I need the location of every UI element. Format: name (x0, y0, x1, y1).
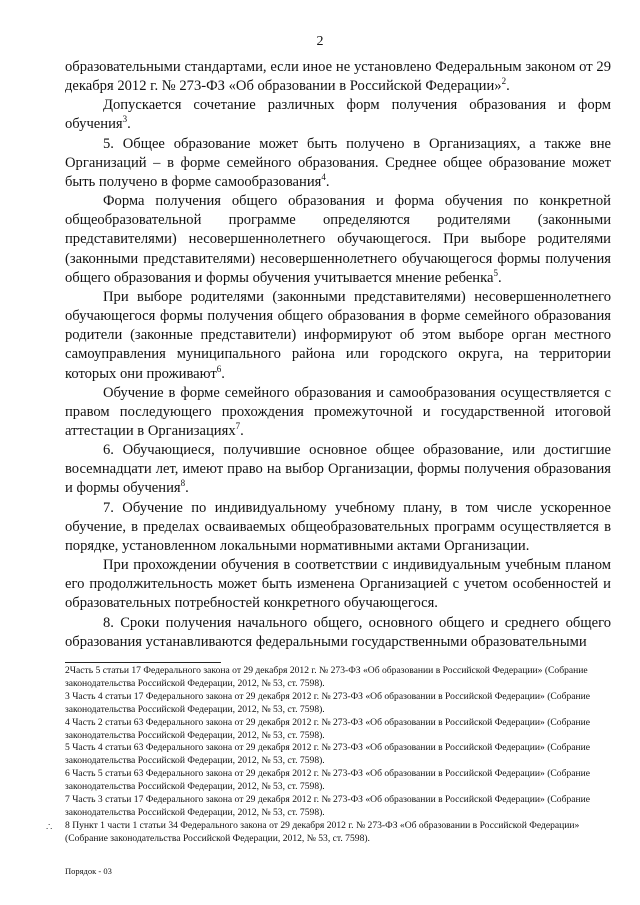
footnote-ref: 6 (216, 363, 222, 374)
footnote: 5 Часть 4 статьи 63 Федерального закона от 29 декабря 2012 г. № 273-ФЗ «Об образовании в Российской Федерации» (Собрание законодательства Российской Федерации, 2012, № 53, ст. 7598). (65, 742, 591, 767)
paragraph: 6. Обучающиеся, получившие основное общее образование, или достигшие восемнадцати лет, имеют право на выбор Организации, формы получения образования и формы обучения$^8$. (65, 442, 611, 497)
footnote: 7 Часть 3 статьи 17 Федерального закона от 29 декабря 2012 г. № 273-ФЗ «Об образовании в Российской Федерации» (Собрание законодательства Российской Федерации, 2012, № 53, ст. 7598). (65, 794, 591, 818)
footnote-ref: 5 (493, 267, 498, 278)
paragraph: Допускается сочетание различных форм получения образования и форм обучения$^3$. (65, 97, 611, 133)
footnote-separator (65, 662, 221, 663)
footnote-ref: 4 (321, 172, 326, 183)
footnote: 2Часть 5 статьи 17 Федерального закона от 29 декабря 2012 г. № 273-ФЗ «Об образовании в Российской Федерации» (Собрание законодательства Российской Федерации, 2012, № 53, ст. 7598). (65, 665, 588, 689)
document-code: Порядок - 03 (65, 866, 112, 876)
paragraph: Форма получения общего образования и форма обучения по конкретной общеобразовательной программе определяются родителями (законными представителями) несовершеннолетнего обучающегося. При выборе родителями (законными представителями) несовершеннолетнего обучающегося формы получения общего образования и формы обучения учитывается мнение ребенка$^5$. (65, 193, 611, 286)
footnote-ref: 8 (180, 478, 186, 489)
footnote-ref: 7 (235, 421, 241, 432)
paragraph: При прохождении обучения в соответствии с индивидуальным учебным планом его продолжительность может быть изменена Организацией с учетом особенностей и образовательных потребностей конкретного обучающегося. (65, 557, 611, 612)
footnote: 3 Часть 4 статьи 17 Федерального закона от 29 декабря 2012 г. № 273-ФЗ «Об образовании в Российской Федерации» (Собрание законодательства Российской Федерации, 2012, № 53, ст. 7598). (65, 690, 591, 715)
margin-mark: ∴ (46, 822, 53, 833)
main-text (65, 58, 611, 652)
paragraph: образовательными стандартами, если иное не установлено Федеральным законом от 29 декабря 2012 г. № 273-ФЗ «Об образовании в Российской Федерации»$^2$. (65, 59, 611, 95)
footnote-ref: 2 (501, 76, 507, 87)
paragraph: 5. Общее образование может быть получено в Организациях, а также вне Организаций – в форме семейного образования. Среднее общее образование может быть получено в форме самообразования$^4$. (65, 135, 611, 190)
footnotes (65, 665, 613, 846)
footnote: 6 Часть 5 статьи 63 Федерального закона от 29 декабря 2012 г. № 273-ФЗ «Об образовании в Российской Федерации» (Собрание законодательства Российской Федерации, 2012, № 53, ст. 7598). (65, 768, 591, 793)
page-number: 2 (316, 34, 324, 49)
paragraph: 8. Сроки получения начального общего, основного общего и среднего общего образования устанавливаются федеральными государственными образовательными (65, 614, 611, 650)
footnote-ref: 3 (122, 114, 128, 125)
paragraph: 7. Обучение по индивидуальному учебному плану, в том числе ускоренное обучение, в пределах осваиваемых общеобразовательных программ осуществляется в порядке, установленном локальными нормативными актами Организации. (65, 499, 611, 554)
paragraph: При выборе родителями (законными представителями) несовершеннолетнего обучающегося формы получения общего образования в форме семейного образования родители (законные представители) информируют об этом выборе орган местного самоуправления муниципального района или городского округа, на территории которых они проживают$^6$. (65, 288, 611, 382)
footnote: 8 Пункт 1 части 1 статьи 34 Федерального закона от 29 декабря 2012 г. № 273-ФЗ «Об образовании в Российской Федерации» (Собрание законодательства Российской Федерации, 2012, № 53, ст. 7598). (65, 819, 580, 844)
footnote: 4 Часть 2 статьи 63 Федерального закона от 29 декабря 2012 г. № 273-ФЗ «Об образовании в Российской Федерации» (Собрание законодательства Российской Федерации, 2012, № 53, ст. 7598). (65, 716, 591, 741)
paragraph: Обучение в форме семейного образования и самообразования осуществляется с правом последующего прохождения промежуточной и государственной итоговой аттестации в Организациях$^7$. (65, 384, 611, 439)
